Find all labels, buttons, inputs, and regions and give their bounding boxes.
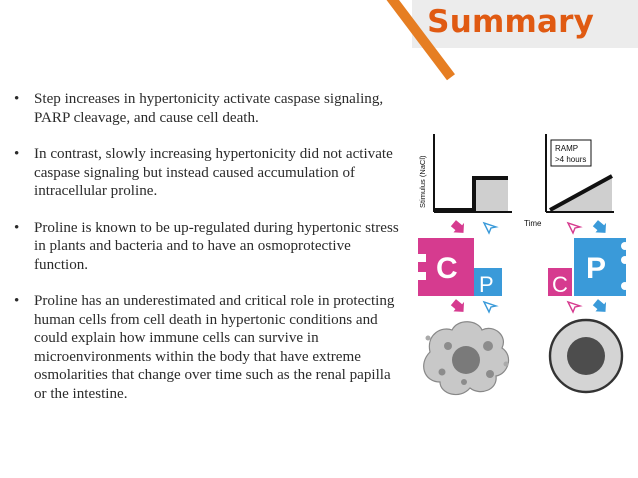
fragment bbox=[504, 362, 509, 367]
bullet-item bbox=[14, 145, 406, 201]
x-axis-label: Time bbox=[524, 219, 542, 228]
ramp-label: RAMP bbox=[555, 144, 579, 153]
bullet-marker: • bbox=[14, 91, 20, 107]
caspase-letter: C bbox=[436, 252, 458, 285]
caspase-notch bbox=[418, 272, 426, 280]
bullet-marker: • bbox=[14, 146, 20, 162]
ramp-graph bbox=[524, 134, 614, 228]
mechanism-figure bbox=[408, 120, 638, 410]
arrow-down-outline-icon bbox=[568, 223, 580, 233]
caspase-active-complex bbox=[418, 238, 502, 297]
step-graph bbox=[418, 134, 512, 212]
bullet-text: Proline has an underestimated and critical role in protecting human cells from cell death in hypertonic conditions and could explain how immune cells can survive in microenvironments within the body that have extreme osmolarities that change over time such as the renal papilla or the intestine. bbox=[34, 293, 395, 402]
surviving-cell bbox=[550, 320, 622, 392]
slide-title: Summary bbox=[427, 4, 594, 40]
arrow-down-outline-icon bbox=[568, 302, 580, 312]
caspase-notch bbox=[418, 254, 426, 262]
proline-letter: P bbox=[586, 252, 607, 285]
mechanism-diagram bbox=[408, 120, 638, 410]
arrow-down-outline-icon bbox=[484, 302, 496, 312]
bullet-marker: • bbox=[14, 293, 20, 309]
cell-nucleus bbox=[567, 337, 605, 375]
fragment bbox=[444, 342, 452, 350]
proline-notch bbox=[621, 256, 629, 264]
y-axis-label: Stimulus (NaCl) bbox=[418, 155, 427, 208]
fragment bbox=[426, 336, 431, 341]
bullet-list bbox=[14, 90, 406, 421]
ramp-duration-label: >4 hours bbox=[555, 155, 587, 164]
bullet-item bbox=[14, 90, 406, 127]
proline-letter: P bbox=[479, 272, 494, 297]
fragment bbox=[486, 370, 494, 378]
bullet-item bbox=[14, 219, 406, 275]
fragment bbox=[483, 341, 493, 351]
proline-notch bbox=[621, 282, 629, 290]
fragment bbox=[461, 379, 467, 385]
arrow-down-outline-icon bbox=[484, 223, 496, 233]
bullet-text: In contrast, slowly increasing hypertonicity did not activate caspase signaling but instead caused accumulation of intracellular proline. bbox=[34, 146, 393, 199]
bullet-text: Proline is known to be up-regulated during hypertonic stress in plants and bacteria and to have an osmoprotective function. bbox=[34, 219, 399, 273]
arrow-down-icon bbox=[591, 297, 611, 317]
caspase-letter: C bbox=[552, 272, 568, 297]
bullet-marker: • bbox=[14, 219, 20, 236]
cell-nucleus bbox=[452, 346, 480, 374]
fragment bbox=[439, 369, 446, 376]
step-fill bbox=[474, 178, 508, 212]
proline-notch bbox=[621, 242, 629, 250]
arrow-down-icon bbox=[449, 218, 469, 238]
apoptotic-cell bbox=[424, 322, 509, 395]
arrow-down-icon bbox=[591, 218, 611, 238]
bullet-item bbox=[14, 292, 406, 403]
arrow-down-icon bbox=[449, 297, 469, 317]
bullet-text: Step increases in hypertonicity activate caspase signaling, PARP cleavage, and cause cell death. bbox=[34, 91, 384, 126]
proline-active-complex bbox=[548, 238, 629, 297]
